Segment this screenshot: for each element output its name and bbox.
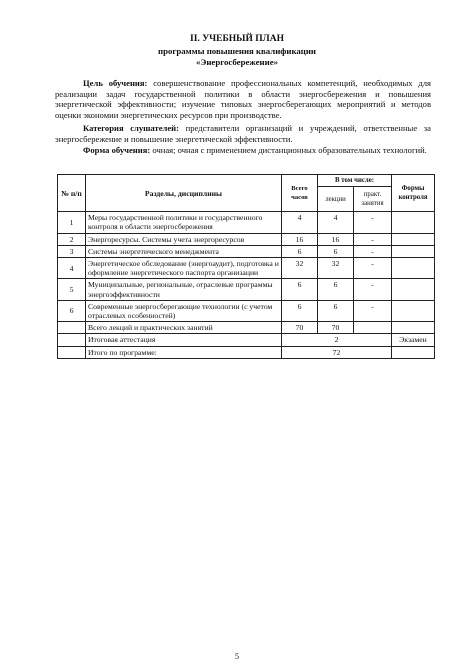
header-num: № п/п — [58, 175, 86, 212]
total-lectures-total: 70 — [282, 322, 318, 334]
curriculum-table — [57, 174, 435, 359]
row-total: 6 — [282, 245, 318, 257]
row-num: 5 — [58, 279, 86, 300]
row-practice: - — [354, 279, 392, 300]
row-num: 6 — [58, 300, 86, 321]
page-number: 5 — [235, 652, 239, 661]
attestation-control: Экзамен — [392, 334, 435, 346]
row-practice: - — [354, 258, 392, 279]
header-total-hours: Всего часов — [282, 175, 318, 212]
row-total: 16 — [282, 233, 318, 245]
subtitle: программы повышения квалификации — [158, 46, 316, 56]
header-control: Формы контроля — [392, 175, 435, 212]
table-row — [58, 258, 435, 279]
goal-label: Цель обучения: — [83, 78, 148, 88]
audience-label: Категория слушателей: — [83, 123, 179, 133]
total-lectures-label: Всего лекций и практических занятий — [86, 322, 282, 334]
row-num: 1 — [58, 212, 86, 233]
header-practice: практ. занятия — [354, 187, 392, 212]
program-total-label: Итого по программе: — [86, 346, 282, 358]
table-row — [58, 245, 435, 257]
header-including: В том числе: — [318, 175, 392, 187]
table-row — [58, 212, 435, 233]
row-practice: - — [354, 300, 392, 321]
header-sections: Разделы, дисциплины — [86, 175, 282, 212]
row-total: 32 — [282, 258, 318, 279]
goal-text: совершенствование профессиональных компетенций, необходимых для реализации задач государственной политики в области энергосбережения и повышения энергетической эффективности; изучение типовых энергосберегающих мероприятий и методов оценки экономии энергетических ресурсов при производстве. — [55, 78, 431, 120]
row-num: 2 — [58, 233, 86, 245]
row-practice: - — [354, 245, 392, 257]
row-name: Энергетическое обследование (энергоаудит), подготовка и оформление энергетического паспорта организации — [86, 258, 282, 279]
header-lectures: лекции — [318, 187, 354, 212]
row-name: Муниципальные, региональные, отраслевые программы энергоэффективности — [86, 279, 282, 300]
row-control — [392, 212, 435, 233]
row-name: Системы энергетического менеджмента — [86, 245, 282, 257]
row-lectures: 6 — [318, 300, 354, 321]
row-total: 4 — [282, 212, 318, 233]
row-practice: - — [354, 233, 392, 245]
row-control — [392, 279, 435, 300]
row-lectures: 32 — [318, 258, 354, 279]
total-lectures-row — [58, 322, 435, 334]
row-lectures: 16 — [318, 233, 354, 245]
total-lectures-lectures: 70 — [318, 322, 354, 334]
row-name: Современные энергосберегающие технологии (с учетом отраслевых особенностей) — [86, 300, 282, 321]
row-control — [392, 258, 435, 279]
row-control — [392, 233, 435, 245]
row-num: 3 — [58, 245, 86, 257]
section-title: II. УЧЕБНЫЙ ПЛАН — [190, 34, 284, 44]
form-label: Форма обучения: — [83, 145, 151, 155]
form-text: очная; очная с применением дистанционных образовательных технологий. — [150, 145, 427, 155]
row-total: 6 — [282, 300, 318, 321]
row-name: Энергоресурсы. Системы учета энергоресурсов — [86, 233, 282, 245]
goal-paragraph — [55, 78, 431, 120]
table-row — [58, 233, 435, 245]
audience-paragraph — [55, 123, 431, 144]
table-row — [58, 279, 435, 300]
row-control — [392, 245, 435, 257]
row-name: Меры государственной политики и государственного контроля в области энергосбережения — [86, 212, 282, 233]
attestation-label: Итоговая аттестация — [86, 334, 282, 346]
row-total: 6 — [282, 279, 318, 300]
program-total-row — [58, 346, 435, 358]
program-name: «Энергосбережение» — [195, 57, 278, 67]
attestation-hours: 2 — [282, 334, 392, 346]
row-lectures: 6 — [318, 245, 354, 257]
program-total-hours: 72 — [282, 346, 392, 358]
audience-text: представители организаций и учреждений, ответственные за энергосбережение и повышение энергетической эффективности. — [55, 123, 431, 144]
row-practice: - — [354, 212, 392, 233]
form-paragraph — [55, 145, 431, 156]
table-row — [58, 300, 435, 321]
attestation-row — [58, 334, 435, 346]
row-lectures: 4 — [318, 212, 354, 233]
row-lectures: 6 — [318, 279, 354, 300]
row-num: 4 — [58, 258, 86, 279]
row-control — [392, 300, 435, 321]
